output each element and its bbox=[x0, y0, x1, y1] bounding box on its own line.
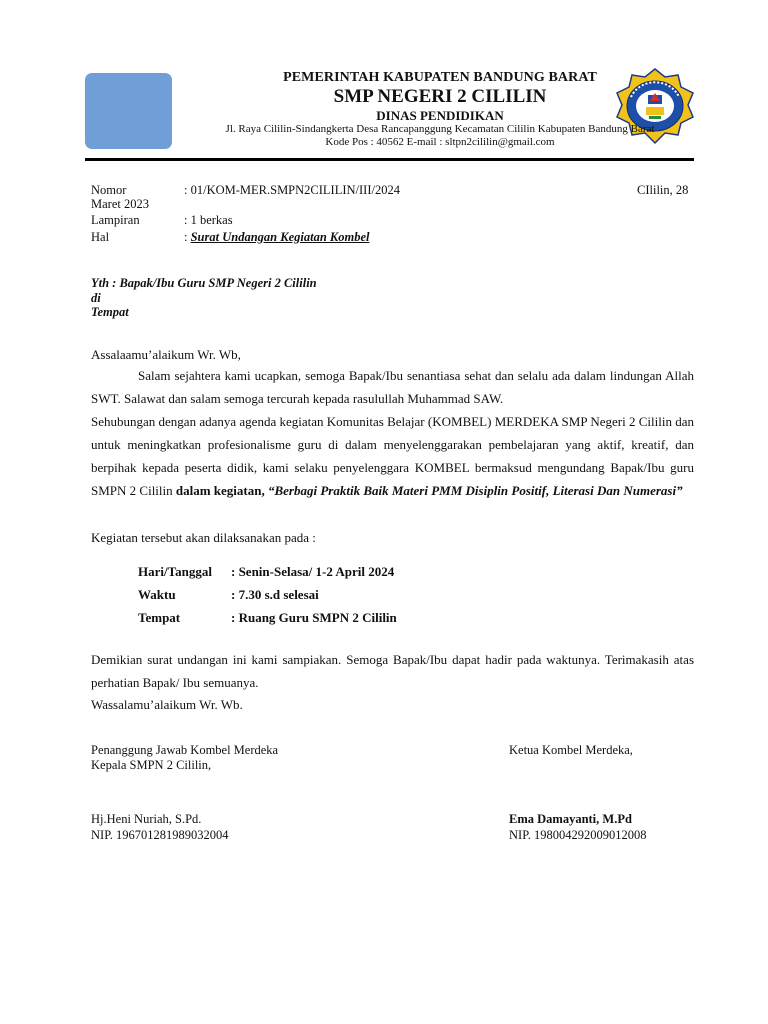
invitation-bold: dalam kegiatan, bbox=[175, 483, 268, 498]
kop-address: Jl. Raya Cililin-Sindangkerta Desa Rancapanggung Kecamatan Cililin Kabupaten Bandung Barat bbox=[225, 123, 655, 135]
signer-left-name: Hj.Heni Nuriah, S.Pd. bbox=[91, 812, 202, 826]
detail-label: Waktu bbox=[138, 587, 176, 602]
nomor-value: : 01/KOM-MER.SMPN2CILILIN/III/2024 bbox=[184, 183, 400, 197]
event-details bbox=[138, 564, 397, 633]
detail-row bbox=[138, 587, 397, 610]
lampiran-label: Lampiran bbox=[91, 213, 140, 227]
invitation-text: Sehubungan dengan adanya agenda kegiatan Komunitas Belajar (KOMBEL) MERDEKA SMP Negeri 2 Cililin dan untuk meningkatkan profesionalisme guru di dalam menyelenggarakan pembelajaran yang aktif, kreatif, dan berpihak kepada peserta didik, kami selaku penyelenggara KOMBEL bermaksud mengundang Bapak/Ibu guru SMPN 2 Cililin bbox=[91, 414, 694, 498]
detail-value: : Ruang Guru SMPN 2 Cililin bbox=[231, 610, 397, 625]
kop-department: DINAS PENDIDIKAN bbox=[376, 108, 504, 123]
addressee-tempat: Tempat bbox=[91, 305, 129, 319]
paragraph-opening: Salam sejahtera kami ucapkan, semoga Bapak/Ibu senantiasa sehat dan selalu ada dalam lindungan Allah SWT. Salawat dan salam semoga tercurah kepada rasulullah Muhammad SAW. bbox=[91, 368, 694, 406]
letter-date-part2: Maret 2023 bbox=[91, 197, 149, 211]
signer-right-name: Ema Damayanti, M.Pd bbox=[509, 812, 632, 826]
hal-colon: : bbox=[184, 230, 191, 244]
detail-value: : 7.30 s.d selesai bbox=[231, 587, 319, 602]
detail-row bbox=[138, 610, 397, 633]
nomor-label: Nomor bbox=[91, 183, 127, 197]
addressee-di: di bbox=[91, 291, 101, 305]
detail-row bbox=[138, 564, 397, 587]
detail-label: Hari/Tanggal bbox=[138, 564, 212, 579]
hal-field bbox=[184, 230, 369, 244]
hal-label: Hal bbox=[91, 230, 110, 244]
paragraph-schedule-intro: Kegiatan tersebut akan dilaksanakan pada : bbox=[91, 530, 316, 545]
event-title: “Berbagi Praktik Baik Materi PMM Disiplin Positif, Literasi Dan Numerasi” bbox=[267, 483, 683, 498]
closing-salam: Wassalamu’alaikum Wr. Wb. bbox=[91, 697, 243, 712]
kop-contact: Kode Pos : 40562 E-mail : sltpn2cililin@gmail.com bbox=[325, 136, 555, 148]
paragraph-closing: Demikian surat undangan ini kami sampiakan. Semoga Bapak/Ibu dapat hadir pada waktunya. Terimakasih atas perhatian Bapak/ Ibu semuanya. bbox=[91, 652, 694, 690]
detail-label: Tempat bbox=[138, 610, 181, 625]
signer-left-nip: NIP. 196701281989032004 bbox=[91, 828, 229, 842]
signer-left-title: Penanggung Jawab Kombel Merdeka bbox=[91, 743, 279, 757]
signer-right-title: Ketua Kombel Merdeka, bbox=[509, 743, 633, 757]
greeting: Assalaamu’alaikum Wr. Wb, bbox=[91, 347, 241, 362]
letter-date-part1: CIlilin, 28 bbox=[637, 183, 689, 197]
hal-value: Surat Undangan Kegiatan Kombel bbox=[190, 230, 370, 244]
detail-value: : Senin-Selasa/ 1-2 April 2024 bbox=[231, 564, 395, 579]
addressee-line: Yth : Bapak/Ibu Guru SMP Negeri 2 Cililin bbox=[91, 276, 317, 290]
lampiran-value: : 1 berkas bbox=[184, 213, 233, 227]
signer-left-position: Kepala SMPN 2 Cililin, bbox=[91, 758, 212, 772]
signer-right-nip: NIP. 198004292009012008 bbox=[509, 828, 647, 842]
kop-government: PEMERINTAH KABUPATEN BANDUNG BARAT bbox=[283, 70, 597, 85]
paragraph-invitation bbox=[91, 410, 694, 502]
letterhead-divider bbox=[85, 158, 694, 161]
kop-school-name: SMP NEGERI 2 CILILIN bbox=[333, 86, 547, 107]
